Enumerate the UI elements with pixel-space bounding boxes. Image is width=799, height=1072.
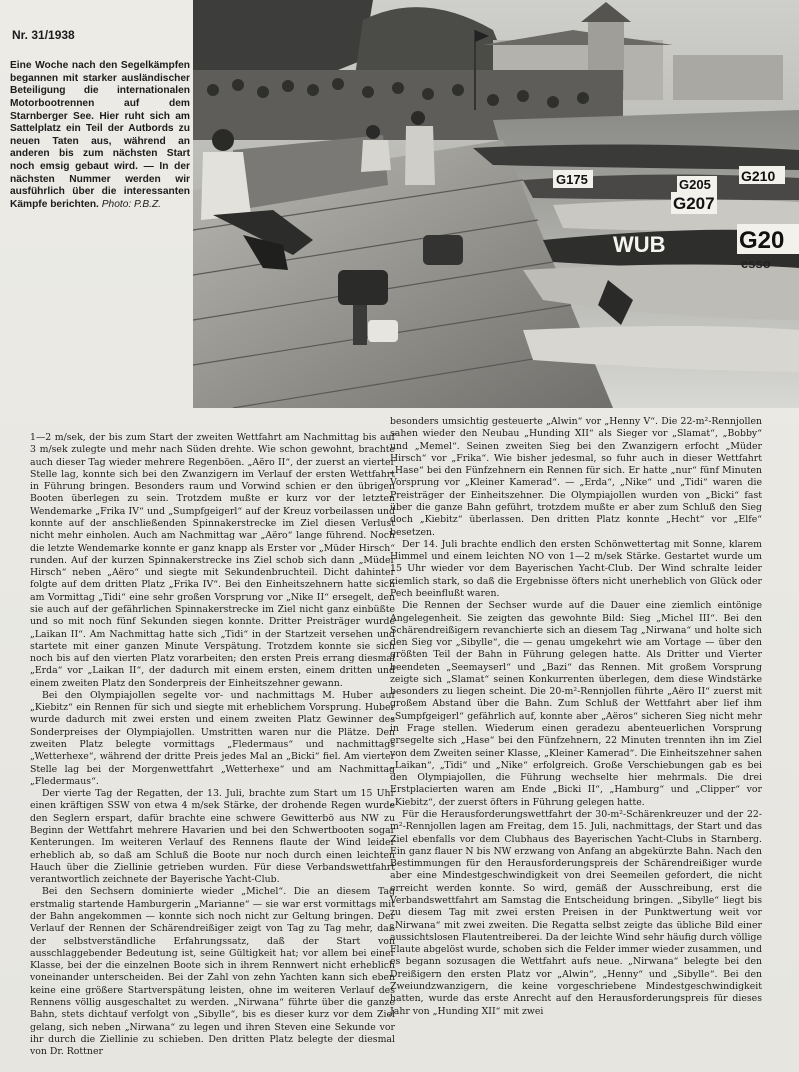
- boat-lettering: esso: [741, 256, 771, 271]
- paragraph: Der vierte Tag der Regatten, der 13. Juli, brachte zum Start um 15 Uhr einen kräftigen SSW von etwa 4 m/sek Stärke, der drohende Regen wurde den Seglern erspart, dafür brachte eine schwere Gewitterbö aus NW zu Beginn der Wettfahrt mehrere Havarien und bei den Schwertbooten sogar Kenterungen. Im weiteren Verlauf des Rennens flaute der Wind leider erheblich ab, so daß am Schluß die Boote nur noch durch einen leichten Hauch über die Ziellinie getrieben wurden. Für diese Verbandswettfahrt verantwortlich zeichnete der Bayerische Yacht-Club.: [30, 788, 395, 886]
- regatta-photo: [193, 0, 799, 408]
- boat-number: G175: [556, 172, 588, 187]
- paragraph: Bei den Sechsern dominierte wieder „Michel“. Die an diesem Tag erstmalig startende Hamburgerin „Marianne“ — sie war erst vormittags mit der Bahn angekommen — konnte sich noch nicht zur Geltung bringen. Der Verlauf der Rennen der Schärendreißiger zeigt von Tag zu Tag mehr, daß der selbstverständliche Erfahrungssatz, daß der Start von ausschlaggebender Bedeutung ist, seine Gültigkeit hat; vor allem bei einer Klasse, bei der die einzelnen Boote sich in ihrem Rennwert nicht erheblich voneinander unterscheiden. Bei der Zahl von zehn Yachten kann sich eben keine eine größere Startverspätung leisten, ohne im weiteren Verlauf des Rennens völlig ausgeschaltet zu werden. „Nirwana“ führte über die ganze Bahn, stets dichtauf verfolgt von „Sibylle“, bis es dieser kurz vor dem Ziel gelang, sich neben „Nirwana“ zu legen und ihren Steven eine Sekunde vor ihr durch die Ziellinie zu schieben. Den dritten Platz belegte der diesmal von Dr. Rottner: [30, 886, 395, 1058]
- harbor-scene-image: [193, 0, 799, 408]
- paragraph: Die Rennen der Sechser wurde auf die Dauer eine ziemlich eintönige Angelegenheit. Sie zeigten das gewohnte Bild: Sieg „Michel III“. Bei den Schärendreißigern revanchierte sich an diesem Tag „Nirwana“ und holte sich den Sieg vor „Sibylle“, die — genau umgekehrt wie am Vortage — über den größten Teil der Bahn in Führung gelegen hatte. Als Dritter und Vierter beendeten „Seemayserl“ und „Bazi“ das Rennen. Mit großem Vorsprung zeigte sich „Slamat“ seinen Konkurrenten überlegen, dem diese Windstärke besonders zu liegen scheint. Die 20-m²-Rennjollen führte „Aëro II“ zuerst mit großem Abstand über die Bahn. Zum Schluß der Wettfahrt aber lief ihm „Sumpfgeigerl“ gefährlich auf, konnte aber „Aëros“ sicheren Sieg nicht mehr in Frage stellen. Wiederum einen geradezu abenteuerlichen Vorsprung ersegelte sich „Hase“ bei den Fünfzehnern, 22 Minuten trennten ihn im Ziel von dem Zweiten seiner Klasse, „Kleiner Kamerad“. Die Einheitszehner sahen „Laikan“, „Tidi“ und „Nike“ erfolgreich. Große Verschiebungen gab es bei den Olympiajollen, die Führung wechselte hier mehrmals. Die drei Erstplacierten waren am Ende „Bicki II“, „Hamburg“ und „Clipper“ vor „Kiebitz“, der zuerst öfters in Führung gelegen hatte.: [390, 600, 762, 808]
- article-column-left: [30, 432, 395, 1058]
- issue-number: Nr. 31/1938: [12, 28, 75, 42]
- boat-lettering: WUB: [613, 232, 666, 257]
- boat-number: G20: [739, 227, 785, 254]
- boat-number: G210: [741, 168, 776, 184]
- caption-text: Eine Woche nach den Segelkämpfen begannen mit starker ausländischer Beteiligung die internationalen Motorbootrennen auf dem Starnberger See. Hier ruht sich am Sattelplatz ein Teil der Autbords zu neuen Taten aus, während an anderen bis zum nächsten Start noch emsig gebaut wird. — In der nächsten Nummer werden wir ausführlich über die interessanten Kämpfe berichten.: [10, 60, 190, 211]
- boat-number: G207: [673, 194, 715, 213]
- photo-caption: [10, 60, 190, 212]
- paragraph: Für die Herausforderungswettfahrt der 30-m²-Schärenkreuzer und der 22-m²-Rennjollen lagen am Freitag, dem 15. Juli, nachmittags, der Start und das Ziel ebenfalls vor dem Clubhaus des Bayerischen Yacht-Clubs in Starnberg. Ein ganz flauer N bis NW erzwang von Anfang an abgekürzte Bahn. Nach den Bestimmungen für den Herausforderungspreis der Schärendreißiger wurde aber eine Mindestgeschwindigkeit von drei Seemeilen gefordert, die nicht erreicht werden konnte. So wird, gemäß der Ausschreibung, erst die Verbandswettfahrt am Samstag die Entscheidung bringen. „Sibylle“ liegt bis zu diesem Tag mit zwei ersten Preisen in der Punktwertung weit vor „Nirwana“ mit zwei zweiten. Die Regatta selbst zeigte das übliche Bild einer aussichtslosen Flautentreiberei. Da der leichte Wind sehr häufig durch völlige Flaute abgelöst wurde, schoben sich die Felder immer wieder zusammen, und es begann sozusagen die Wettfahrt aufs neue. „Nirwana“ belegte bei den Dreißigern den ersten Platz vor „Alwin“, „Henny“ und „Sibylle“. Bei den Zweiundzwanzigern, die keine vorgeschriebene Mindestgeschwindigkeit hatten, wurde das erste Anrecht auf den Herausforderungspreis für dieses Jahr von „Hunding XII“ mit zwei: [390, 809, 762, 1017]
- photo-credit: Photo: P.B.Z.: [101, 199, 162, 211]
- paragraph: besonders umsichtig gesteuerte „Alwin“ vor „Henny V“. Die 22-m²-Rennjollen sahen wieder den Neubau „Hunding XII“ als Sieger vor „Slamat“, „Bobby“ und „Memel“. Seinen zweiten Sieg bei den Zwanzigern erfocht „Müder Hirsch“ vor „Frika“. Wie bisher jedesmal, so fuhr auch in dieser Wettfahrt „Hase“ bei den Fünfzehnern ein Rennen für sich. Er hatte „nur“ fünf Minuten Vorsprung vor „Kleiner Kamerad“. — „Erda“, „Nike“ und „Tidi“ waren die Preisträger der Einheitszehner. Die Olympiajollen wurden von „Bicki“ fast über die ganze Bahn geführt, trotzdem mußte er aber zum Schluß den Sieg doch „Kiebitz“ überlassen. Den dritten Platz konnte „Hecht“ vor „Elfe“ besetzen.: [390, 416, 762, 538]
- boat-number: G205: [679, 177, 711, 192]
- article-column-right: [390, 416, 762, 1018]
- paragraph: Der 14. Juli brachte endlich den ersten Schönwettertag mit Sonne, klarem Himmel und einem leichten NO von 1—2 m/sek Stärke. Gestartet wurde um 15 Uhr wieder vor dem Bayerischen Yacht-Club. Der Wind schralte leider ziemlich stark, so daß die Ergebnisse öfters nicht unerheblich von Glück oder Pech beeinflußt waren.: [390, 538, 762, 599]
- paragraph: 1—2 m/sek, der bis zum Start der zweiten Wettfahrt am Nachmittag bis auf 3 m/sek zulegte und mehr nach Süden drehte. Wie schon gewohnt, brachte auch dieser Tag wieder mehrere Regenböen. „Aëro II“, der zuerst an vierter Stelle lag, konnte sich bei den Zwanzigern im Verlauf der ersten Wettfahrt in Führung bringen. Besonders raum und Vorwind schien er den übrigen Booten überlegen zu sein. Trotzdem mußte er kurz vor der letzten Wendemarke „Frika IV“ und „Sumpfgeigerl“ auf der Kreuz vorbeilassen und konnte auf der anschließenden Spinnakerstrecke im Ziel diesen Verlust nicht mehr einholen. Auch am Nachmittag war „Aëro“ lange führend. Noch die letzte Wendemarke konnte er ganz knapp als Erster vor „Müder Hirsch“ runden. Auf der kurzen Spinnakerstrecke ins Ziel schob sich dann „Müder Hirsch“ neben „Aëro“ und siegte mit Sekundenbruchteil. Dicht dahinter folgte auf dem dritten Platz „Frika IV“. Bei den Einheitszehnern hatte sich am Vormittag „Tidi“ eine sehr großen Vorsprung vor „Nike II“ ersegelt, den sie auch auf der gefährlichen Spinnakerstrecke im Ziel nicht ganz einbüßte und so mit noch fünf Sekunden siegen konnte. Dritter Preisträger wurde „Laikan II“. Am Nachmittag hatte sich „Tidi“ in der Startzeit versehen und startete mit einer ganzen Minute Verspätung. Trotzdem konnte sie sich noch bis auf den vierten Platz vorarbeiten; den ersten Preis errang diesmal „Erda“ vor „Laikan II“, der dadurch mit einem ersten, einem dritten und einem zweiten Platz den Sonderpreis der Einheitszehner gewann.: [30, 432, 395, 689]
- paragraph: Bei den Olympiajollen segelte vor- und nachmittags M. Huber auf „Kiebitz“ ein Rennen für sich und siegte mit erheblichem Vorsprung. Huber wurde dadurch mit zwei ersten und einem zweiten Platz Gewinner des Sonderpreises der Olympiajollen. Umstritten waren nur die Plätze. Den zweiten Platz belegte vormittags „Fledermaus“ und nachmittags „Wetterhexe“, während der dritte Preis jedes Mal an „Bicki“ fiel. Am vierter Stelle lag bei der Morgenwettfahrt „Wetterhexe“ und am Nachmittag „Fledermaus“.: [30, 689, 395, 787]
